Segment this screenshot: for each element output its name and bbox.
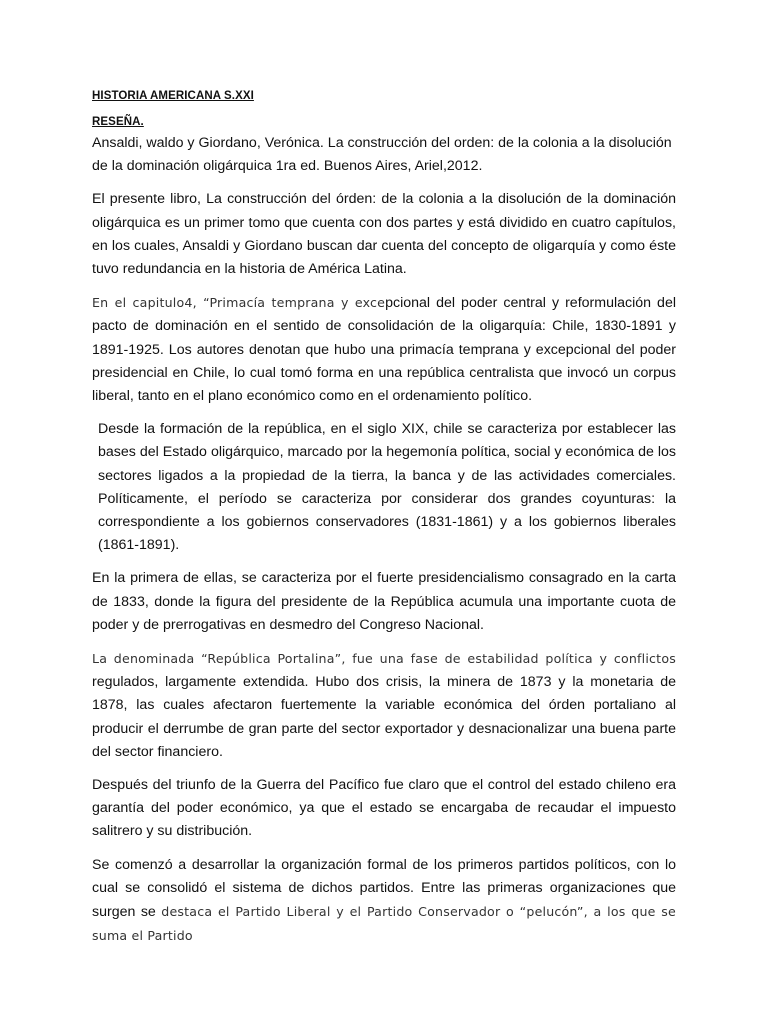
paragraph-presidentialism: En la primera de ellas, se caracteriza por el fuerte presidencialismo consagrado en la carta de 1833, donde la figura del presidente de la República acumula una importante cuota de poder y de prerrogativas en desmedro del Congreso Nacional. — [92, 570, 676, 633]
paragraph-republic-formation: Desde la formación de la república, en el siglo XIX, chile se caracteriza por establecer las bases del Estado oligárquico, marcado por la hegemonía política, social y económica de los sectores ligados a la propiedad de la tierra, la banca y de las actividades comerciales. Políticamente, el período se caracteriza por considerar dos grandes coyunturas: la correspondiente a los gobiernos conservadores (1831-1861) y a los gobiernos liberales (1861-1891). — [98, 421, 676, 554]
paragraph-intro: El presente libro, La construcción del órden: de la colonia a la disolución de la dominación oligárquica es un primer tomo que cuenta con dos partes y está dividido en cuatro capítulos, en los cuales, Ansaldi y Giordano buscan dar cuenta del concepto de oligarquía y como éste tuvo redundancia en la historia de América Latina. — [92, 191, 676, 278]
paragraph-republica-portalina-rest: regulados, largamente extendida. Hubo dos crisis, la minera de 1873 y la monetaria de 1878, las cuales afectaron fuertemente la variable económica del órden portaliano al producir el derrumbe de gran parte del sector exportador y desnacionalizar una buena parte del sector financiero. — [92, 674, 676, 760]
section-heading: RESEÑA. — [92, 116, 144, 128]
paragraph-chapter-four-lead: En el capitulo4, “Primacía temprana y exce — [92, 295, 386, 311]
paragraph-guerra-pacifico: Después del triunfo de la Guerra del Pacífico fue claro que el control del estado chileno era garantía del poder económico, ya que el estado se encargaba de recaudar el impuesto salitrero y su distribución. — [92, 777, 676, 840]
paragraph-republica-portalina-lead: La denominada “República Portalina”, fue una fase de estabilidad política y conflictos — [92, 651, 676, 667]
paragraph-republica-portalina — [92, 647, 676, 764]
paragraph-partidos-politicos — [92, 854, 676, 949]
paragraph-chapter-four-rest: pcional del poder central y reformulación del pacto de dominación en el sentido de consolidación de la oligarquía: Chile, 1830-1891 y 1891-1925. Los autores denotan que hubo una primacía temprana y excepcional del poder presidencial en Chile, lo cual tomó forma en una república centralista que invocó un corpus liberal, tanto en el plano económico como en el ordenamiento político. — [92, 295, 676, 405]
document-body — [92, 88, 676, 959]
paragraph-chapter-four — [92, 291, 676, 408]
paragraph-partidos-politicos-tail: destaca el Partido Liberal y el Partido Conservador o “pelucón”, a los que se suma el Partido — [92, 904, 676, 944]
paragraph-partidos-politicos-lead: Se comenzó a desarrollar la organización formal de los primeros partidos políticos, con lo cual se consolidó el sistema de dichos partidos. Entre las primeras organizaciones que surgen se — [92, 856, 676, 921]
document-title: HISTORIA AMERICANA S.XXI — [92, 90, 254, 102]
paragraph-citation: Ansaldi, waldo y Giordano, Verónica. La construcción del orden: de la colonia a la disolución de la dominación oligárquica 1ra ed. Buenos Aires, Ariel,2012. — [92, 135, 672, 175]
